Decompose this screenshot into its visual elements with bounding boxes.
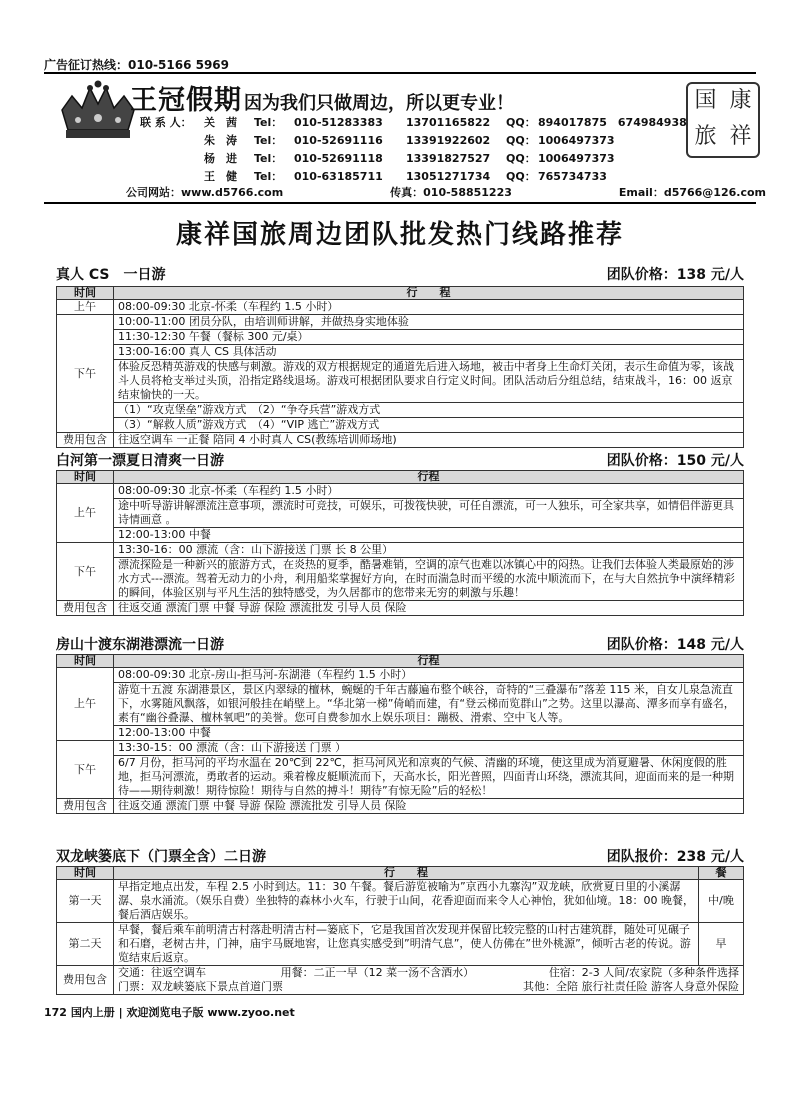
col-header-time: 时间 [57,287,114,300]
meal-value: 早 [699,923,744,966]
company-email: Email：d5766@126.com [618,186,766,199]
top-divider [44,72,756,74]
route-title: 白河第一漂夏日清爽一日游 [56,453,224,469]
fee-label: 费用包含 [57,966,114,995]
mobile-number: 13051271734 [406,170,491,183]
period-label: 下午 [57,543,114,601]
fee-other: 其他：全陪 旅行社责任险 游客人身意外保险 [523,980,739,993]
mobile-number: 13701165822 [406,116,491,129]
fee-lodging: 住宿：2-3 人间/农家院（多种条件选择 [548,966,739,979]
tel-label: Tel： [254,170,283,183]
footer-section: 国内上册 [70,1006,115,1019]
contact-row [140,150,687,168]
itinerary-item: 13:00-16:00 真人 CS 具体活动 [114,345,744,360]
col-header-route: 行 程 [114,287,744,300]
company-seal [686,82,760,158]
itinerary-item: 体验反恐精英游戏的快感与刺激。游戏的双方根据规定的通道先后进入场地，被击中者身上生命灯关闭，表示生命值为零，该战斗人员将枪支举过头顶，沿指定路线退场。游戏可根据团队要求自行定义时间。团队活动后分组总结，结束战斗，16：00 返京结束愉快的一天。 [114,360,744,403]
itinerary-item: 11:30-12:30 午餐（餐标 300 元/桌） [114,330,744,345]
seal-char: 祥 [729,124,752,149]
ad-hotline: 广告征订热线：010-5166 5969 [44,58,230,72]
qq-number: 1006497373 [538,152,615,165]
itinerary-item: （1）“攻克堡垒”游戏方式 （2）“争夺兵营”游戏方式 [114,403,744,418]
itinerary-item: 12:00-13:00 中餐 [114,528,744,543]
page-headline: 康祥国旅周边团队批发热门线路推荐 [175,220,624,250]
itinerary-item: 漂流探险是一种新兴的旅游方式，在炎热的夏季，酷暑难销，空调的凉气也难以冰镇心中的闷热。让我们去体验人类最原始的涉水方式---漂流。驾着无动力的小舟，利用船桨掌握好方向，在时而湍急时而平缓的水流中顺流而下，在与大自然抗争中演绎精彩的瞬间，体验区别与平凡生活的独特感受，为久居都市的您带来无穷的刺激与乐趣！ [114,558,744,601]
period-label: 下午 [57,741,114,799]
route-header [56,450,744,470]
fee-meals: 用餐：二正一早（12 菜一汤不含酒水） [280,966,475,979]
contact-label: 联 系 人： [140,116,192,129]
company-fax: 传真：010-58851223 [390,186,512,199]
period-label: 下午 [57,315,114,433]
col-header-time: 时间 [57,867,114,880]
itinerary-item: 游览十五渡 东湖港景区，景区内翠绿的檀林，蜿蜒的千年古藤遍布整个峡谷，奇特的“三叠瀑布”落差 115 米，自女儿泉急流直下，水雾随风飘落，如银河般挂在峭壁上。“华北第一梯”倚峭而建，有“登云梯而览群山”之势。这里以瀑高、潭多而享有盛名，素有“幽谷叠瀑、檀林氧吧”的美誉。您可自费参加水上娱乐项目：蹦极、滑索、空中飞人等。 [114,683,744,726]
fee-transport: 交通：往返空调车 [118,966,206,979]
col-header-route: 行 程 [114,867,699,880]
itinerary-item: （3）“解救人质”游戏方式 （4）“VIP 逃亡”游戏方式 [114,418,744,433]
col-header-route: 行程 [114,471,744,484]
qq-number: 1006497373 [538,134,615,147]
route-title: 双龙峡篓底下（门票全含）二日游 [56,849,266,865]
itinerary-item: 08:00-09:30 北京-房山-拒马河-东湖港（车程约 1.5 小时） [114,668,744,683]
route-price: 团队报价：238 元/人 [606,849,744,865]
tel-number: 010-52691118 [294,152,383,165]
brand-slogan: 因为我们只做周边，所以更专业！ [244,93,514,114]
period-label: 上午 [57,484,114,543]
fee-text: 往返交通 漂流门票 中餐 导游 保险 漂流批发 引导人员 保险 [114,601,744,616]
company-info-row [126,184,766,200]
qq-label: QQ： [506,116,536,129]
brand-name: 王冠假期 [130,85,242,116]
tel-number: 010-63185711 [294,170,383,183]
page-number: 172 [44,1006,67,1019]
seal-char: 国 [694,88,717,113]
qq-number: 894017875 674984938 [538,116,687,129]
route-header [56,264,744,284]
crown-logo-icon [58,80,138,146]
qq-label: QQ： [506,152,536,165]
seal-char: 旅 [694,124,717,149]
tel-label: Tel： [254,116,283,129]
fee-label: 费用包含 [57,799,114,814]
route-price: 团队价格：150 元/人 [606,453,744,469]
footer-text: 欢迎浏览电子版 [126,1006,204,1019]
itinerary-item: 6/7 月份，拒马河的平均水温在 20℃到 22℃，拒马河风光和凉爽的气候、清幽的环境，使这里成为消夏避暑、休闲度假的胜地，拒马河漂流，勇敢者的运动。乘着橡皮艇顺流而下，天高水长，阳光普照，四面青山环绕，漂流其间，迎面而来的是一种期待——期待刺激！期待惊险！期待与自然的搏斗！期待”有惊无险”后的轻松！ [114,756,744,799]
col-header-time: 时间 [57,471,114,484]
contact-list [140,114,687,186]
mobile-number: 13391922602 [406,134,491,147]
col-header-meal: 餐 [699,867,744,880]
route-table [56,470,744,616]
itinerary-item: 13:30-15：00 漂流（含：山下游接送 门票 ） [114,741,744,756]
route-table [56,654,744,814]
itinerary-item: 途中听导游讲解漂流注意事项，漂流时可竞技，可娱乐，可拨筏快驶，可任自漂流，可一人独乐，可全家共享，如情侣伴游更具诗情画意 。 [114,499,744,528]
route-title: 真人 CS 一日游 [56,267,166,283]
day-label: 第二天 [57,923,114,966]
contact-name: 杨 进 [204,152,237,165]
fee-text: 往返交通 漂流门票 中餐 导游 保险 漂流批发 引导人员 保险 [114,799,744,814]
contact-name: 关 茜 [204,116,237,129]
mobile-number: 13391827527 [406,152,491,165]
itinerary-item: 10:00-11:00 团员分队，由培训师讲解，并做热身实地体验 [114,315,744,330]
contact-name: 朱 涛 [204,134,237,147]
fee-tickets: 门票：双龙峡篓底下景点首道门票 [118,980,283,993]
contact-row [140,114,687,132]
col-header-route: 行程 [114,655,744,668]
route-price: 团队价格：148 元/人 [606,637,744,653]
itinerary-item: 08:00-09:30 北京-怀柔（车程约 1.5 小时） [114,484,744,499]
tel-number: 010-51283383 [294,116,383,129]
meal-value: 中/晚 [699,880,744,923]
qq-label: QQ： [506,134,536,147]
header-divider [44,202,756,204]
qq-label: QQ： [506,170,536,183]
period-label: 上午 [57,668,114,741]
contact-row [140,132,687,150]
itinerary-item: 12:00-13:00 中餐 [114,726,744,741]
contact-name: 王 健 [204,170,237,183]
route-table [56,286,744,448]
footer-url[interactable]: www.zyoo.net [207,1006,295,1019]
footer-separator: | [118,1006,123,1019]
route-header [56,846,744,866]
itinerary-item: 13:30-16：00 漂流（含：山下游接送 门票 长 8 公里） [114,543,744,558]
fee-text [114,966,744,995]
route-header [56,634,744,654]
fee-label: 费用包含 [57,601,114,616]
brand-row [130,78,514,118]
col-header-time: 时间 [57,655,114,668]
fee-text: 往返空调车 一正餐 陪同 4 小时真人 CS(教练培训师场地) [114,433,744,448]
itinerary-item: 早餐，餐后乘车前明清古村落赴明清古村—篓底下，它是我国首次发现并保留比较完整的山村古建筑群，随处可见碾子和石磨，老树古井，门神，庙宇马厩地窖，让您真实感受到”明清气息”，使人仿佛在”世外桃源”，倾听古老的传说。游览结束后返京。 [114,923,699,966]
company-website: 公司网站：www.d5766.com [126,186,284,199]
tel-label: Tel： [254,152,283,165]
qq-number: 765734733 [538,170,607,183]
seal-char: 康 [729,88,752,113]
fee-label: 费用包含 [57,433,114,448]
day-label: 第一天 [57,880,114,923]
page-footer [44,1004,295,1020]
route-price: 团队价格：138 元/人 [606,267,744,283]
tel-label: Tel： [254,134,283,147]
itinerary-item: 早指定地点出发，车程 2.5 小时到达。11：30 午餐。餐后游览被喻为”京西小九寨沟”双龙峡，欣赏夏日里的小溪潺潺、泉水涌流。（娱乐自费）坐独特的森林小火车，行驶于山间，花香迎面而来令人心神怡，犹如仙境。18：00 晚餐，餐后酒店娱乐。 [114,880,699,923]
route-table [56,866,744,995]
itinerary-item: 08:00-09:30 北京-怀柔（车程约 1.5 小时） [114,300,744,315]
tel-number: 010-52691116 [294,134,383,147]
period-label: 上午 [57,300,114,315]
route-title: 房山十渡东湖港漂流一日游 [56,637,224,653]
